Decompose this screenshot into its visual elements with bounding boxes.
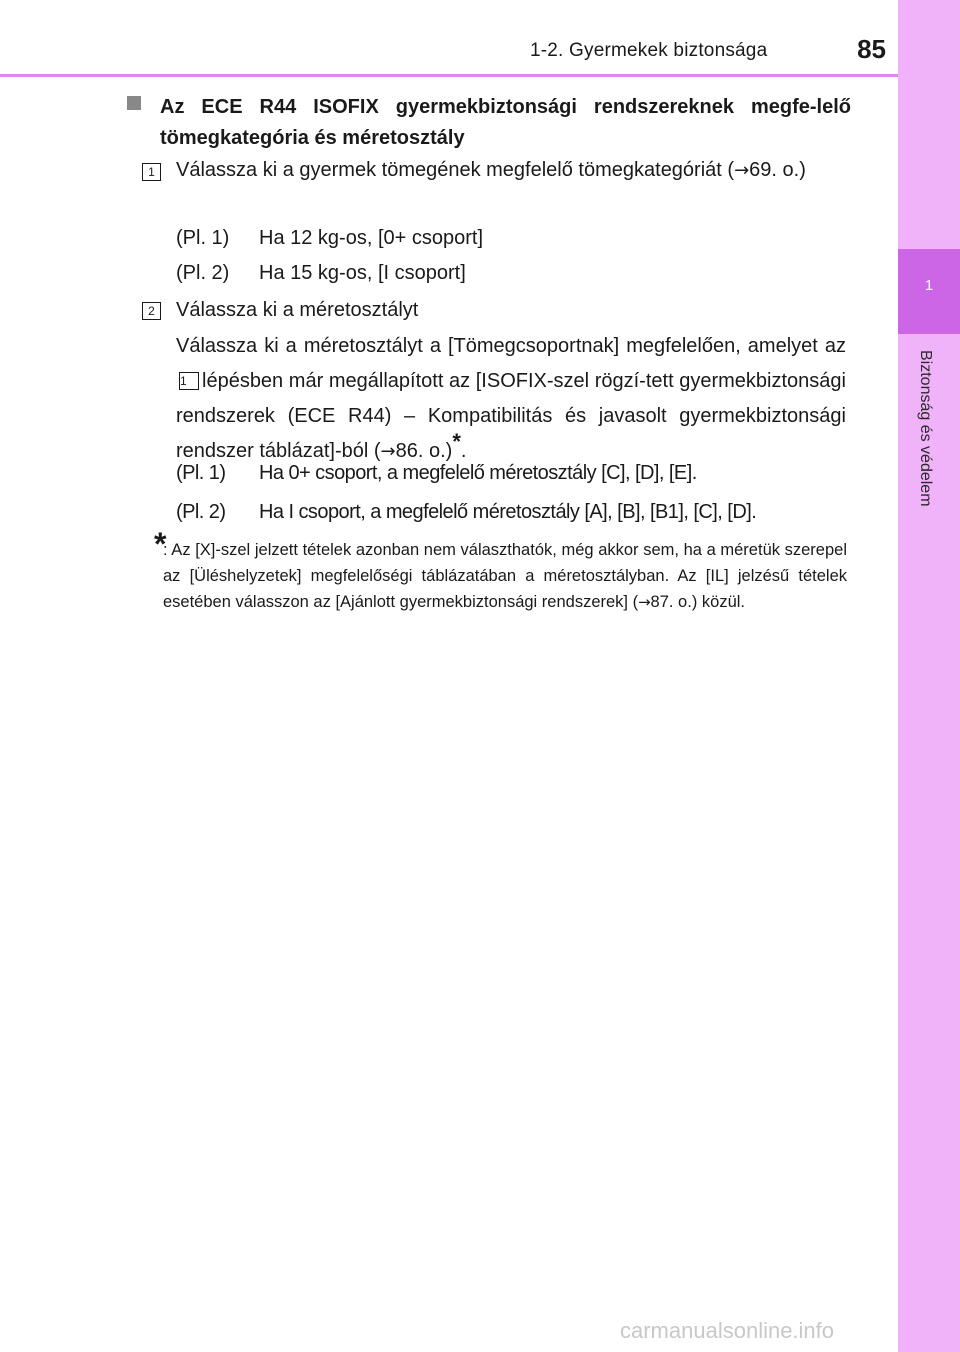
step-1-text <box>176 152 846 189</box>
example-text: Ha I csoport, a megfelelő méretosztály [A], [B], [B1], [C], [D]. <box>259 501 757 523</box>
chapter-side-tab <box>898 0 960 1352</box>
header-divider <box>0 74 898 77</box>
chapter-label: Biztonság és védelem <box>917 350 934 507</box>
example-text: Ha 12 kg-os, [0+ csoport] <box>259 227 484 249</box>
section-heading <box>131 92 851 154</box>
step-1-badge: 1 <box>142 163 161 181</box>
step-2-example-1 <box>176 458 866 488</box>
inline-step-1-badge: 1 <box>179 372 199 390</box>
example-text: Ha 15 kg-os, [I csoport] <box>259 262 466 284</box>
footnote-marker: * <box>154 526 167 562</box>
example-label: (Pl. 2) <box>176 262 230 284</box>
step-2-page-ref: 86. o.) <box>395 440 453 462</box>
step-1-example-2 <box>176 258 866 288</box>
example-label: (Pl. 1) <box>176 227 230 249</box>
example-text: Ha 0+ csoport, a megfelelő méretosztály [C], [D], [E]. <box>259 462 697 484</box>
reference-arrow-icon: → <box>734 160 750 181</box>
footnote-page-ref: 87. o.) közül. <box>650 593 745 611</box>
step-2-example-2 <box>176 497 866 527</box>
step-2-title: Válassza ki a méretosztályt <box>176 299 419 321</box>
example-label: (Pl. 1) <box>176 462 226 484</box>
section-heading-text: Az ECE R44 ISOFIX gyermekbiztonsági rendszereknek megfe-lelő tömegkategória és méretosztály <box>160 96 851 149</box>
step-2-badge: 2 <box>142 302 161 320</box>
step-2-period: . <box>460 440 467 462</box>
step-1-example-1 <box>176 223 866 253</box>
step-2-body-main: Válassza ki a méretosztályt a [Tömegcsoportnak] megfelelően, amelyet az <box>176 335 846 357</box>
footnote-text: : Az [X]-szel jelzett tételek azonban nem választhatók, még akkor sem, ha a méretük szerepel az [Üléshelyzetek] megfelelőségi táblázatában a méretosztályban. Az [IL] jelzésű tételek esetében válasszon az [Ajánlott gyermekbiztonsági rendszerek] ( <box>163 541 847 611</box>
chapter-number: 1 <box>924 277 934 294</box>
section-title: 1-2. Gyermekek biztonsága <box>530 40 768 61</box>
footnote <box>163 537 847 615</box>
watermark: carmanualsonline.info <box>620 1318 835 1343</box>
step-1-page-ref: 69. o.) <box>749 159 806 181</box>
reference-arrow-icon: → <box>380 441 396 462</box>
footnote-star-icon: * <box>452 429 461 454</box>
step-1-text-main: Válassza ki a gyermek tömegének megfelelő tömegkategóriát ( <box>176 159 735 181</box>
page-number: 85 <box>857 34 886 64</box>
step-2-body-continued: lépésben már megállapított az [ISOFIX-szel rögzí-tett gyermekbiztonsági rendszerek (ECE R44) – Kompatibilitás és javasolt gyermekbiztonsági rendszer táblázat]-ból ( <box>176 370 846 462</box>
example-label: (Pl. 2) <box>176 501 226 523</box>
reference-arrow-icon: → <box>638 593 651 611</box>
step-2-body <box>176 329 846 469</box>
